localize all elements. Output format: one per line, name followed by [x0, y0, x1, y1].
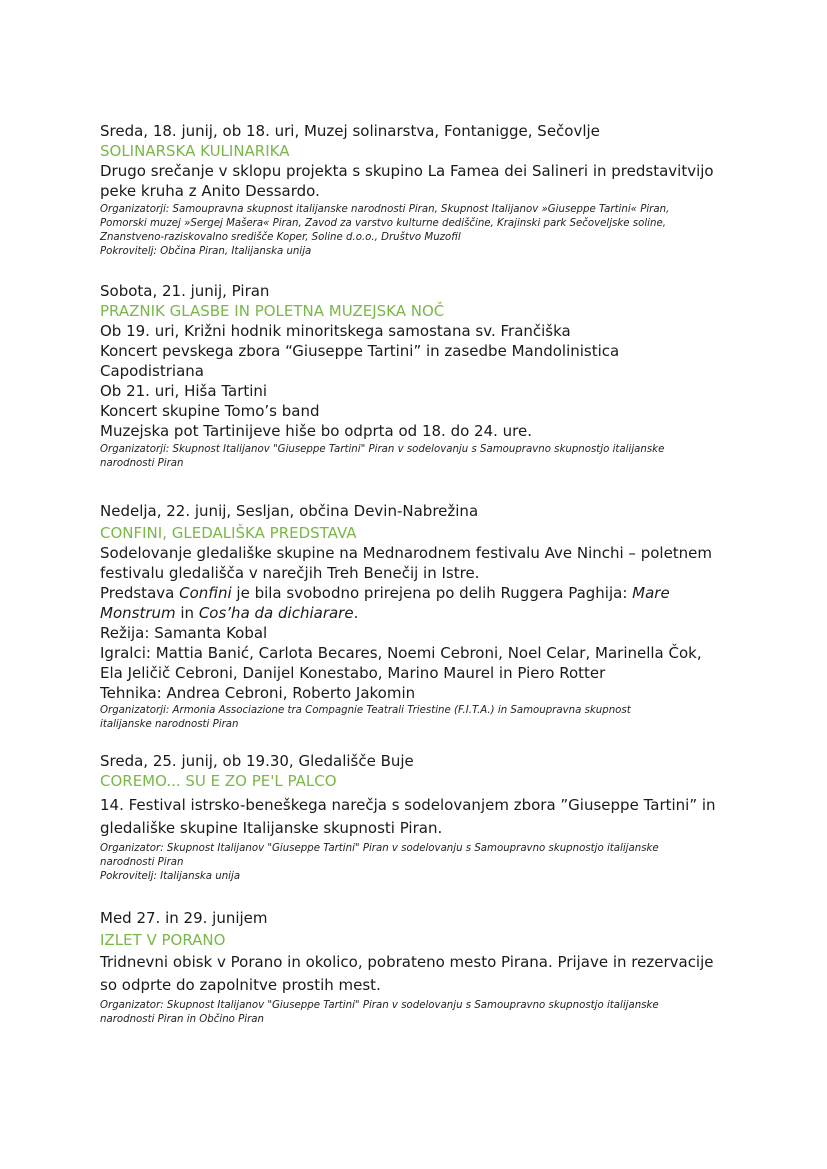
event-text-line: festivalu gledališča v narečjih Treh Benečij in Istre.	[100, 564, 480, 582]
event-text-line: Tridnevni obisk v Porano in okolico, pobrateno mesto Pirana. Prijave in rezervacije	[100, 953, 714, 971]
event-organizers-line: narodnosti Piran	[100, 857, 184, 868]
event-title: COREMO... SU E ZO PE'L PALCO	[100, 772, 337, 790]
event-organizers-line: Organizatorji: Armonia Associazione tra Compagnie Teatrali Triestine (F.I.T.A.) in Samoupravna skupnost	[100, 705, 631, 716]
work-title: Mare	[632, 584, 670, 602]
event-text-line: Sodelovanje gledališke skupine na Mednarodnem festivalu Ave Ninchi – poletnem	[100, 544, 713, 562]
event-date: Nedelja, 22. junij, Sesljan, občina Devin-Nabrežina	[100, 502, 479, 520]
event-date: Sreda, 25. junij, ob 19.30, Gledališče Buje	[100, 752, 414, 770]
event-date: Med 27. in 29. junijem	[100, 909, 268, 927]
event-praznik-glasbe	[100, 281, 730, 471]
event-confini	[100, 501, 730, 732]
event-predstava-line: Predstava Confini je bila svobodno prirejena po delih Ruggera Paghija: Mare	[100, 584, 670, 602]
event-solinarska-kulinarika	[100, 121, 730, 259]
event-text-line: Ela Jeličič Cebroni, Danijel Konestabo, Marino Maurel in Piero Rotter	[100, 664, 606, 682]
event-text-line: Ob 19. uri, Križni hodnik minoritskega samostana sv. Frančiška	[100, 322, 571, 340]
event-organizers-line: italijanske narodnosti Piran	[100, 719, 239, 730]
event-izlet-v-porano	[100, 907, 730, 1027]
work-title: Monstrum	[100, 604, 176, 622]
event-text-line: 14. Festival istrsko-beneškega narečja s sodelovanjem zbora ”Giuseppe Tartini” in	[100, 796, 716, 814]
event-text-line: Ob 21. uri, Hiša Tartini	[100, 382, 268, 400]
event-sponsor-line: Pokrovitelj: Italijanska unija	[100, 871, 241, 882]
event-title: SOLINARSKA KULINARIKA	[100, 142, 290, 160]
event-text-line: gledališke skupine Italijanske skupnosti Piran.	[100, 819, 443, 837]
event-text-line: Koncert pevskega zbora “Giuseppe Tartini” in zasedbe Mandolinistica	[100, 342, 620, 360]
event-organizers-line: narodnosti Piran	[100, 458, 184, 469]
event-organizers-line: Organizator: Skupnost Italijanov "Giuseppe Tartini" Piran v sodelovanju s Samoupravno skupnostjo italijanske	[100, 1000, 659, 1011]
event-title: CONFINI, GLEDALIŠKA PREDSTAVA	[100, 524, 357, 542]
play-title: Confini	[179, 584, 232, 602]
event-organizers-line: Organizatorji: Skupnost Italijanov "Giuseppe Tartini" Piran v sodelovanju s Samoupravno skupnostjo italijanske	[100, 444, 665, 455]
event-text-line: Muzejska pot Tartinijeve hiše bo odprta od 18. do 24. ure.	[100, 422, 532, 440]
event-text-line: Koncert skupine Tomo’s band	[100, 402, 320, 420]
event-organizers-line: Organizator: Skupnost Italijanov "Giuseppe Tartini" Piran v sodelovanju s Samoupravno skupnostjo italijanske	[100, 843, 659, 854]
event-organizers-line: Znanstveno-raziskovalno središče Koper, Soline d.o.o., Društvo Muzofil	[100, 232, 461, 243]
event-organizers-line: narodnosti Piran in Občino Piran	[100, 1014, 264, 1025]
event-text-line: Režija: Samanta Kobal	[100, 624, 268, 642]
event-text-line: so odprte do zapolnitve prostih mest.	[100, 976, 381, 994]
event-title: PRAZNIK GLASBE IN POLETNA MUZEJSKA NOČ	[100, 302, 445, 320]
event-title: IZLET V PORANO	[100, 931, 226, 949]
event-text-line: Capodistriana	[100, 362, 204, 380]
event-date: Sreda, 18. junij, ob 18. uri, Muzej solinarstva, Fontanigge, Sečovlje	[100, 122, 600, 140]
event-organizers-line: Organizatorji: Samoupravna skupnost italijanske narodnosti Piran, Skupnost Italijanov »Giuseppe Tartini« Piran,	[100, 204, 670, 215]
work-title: Cos’ha da dichiarare	[198, 604, 354, 622]
event-predstava-line: Monstrum in Cos’ha da dichiarare.	[100, 604, 359, 622]
event-text-line: Igralci: Mattia Banić, Carlota Becares, Noemi Cebroni, Noel Celar, Marinella Čok,	[100, 644, 702, 662]
event-sponsor-line: Pokrovitelj: Občina Piran, Italijanska unija	[100, 246, 312, 257]
event-text-line: peke kruha z Anito Dessardo.	[100, 182, 320, 200]
event-date: Sobota, 21. junij, Piran	[100, 282, 270, 300]
event-text-line: Tehnika: Andrea Cebroni, Roberto Jakomin	[100, 684, 416, 702]
event-coremo	[100, 751, 730, 884]
event-text-line: Drugo srečanje v sklopu projekta s skupino La Famea dei Salineri in predstavitvijo	[100, 162, 714, 180]
event-organizers-line: Pomorski muzej »Sergej Mašera« Piran, Zavod za varstvo kulturne dediščine, Krajinski park Sečoveljske soline,	[100, 218, 666, 229]
